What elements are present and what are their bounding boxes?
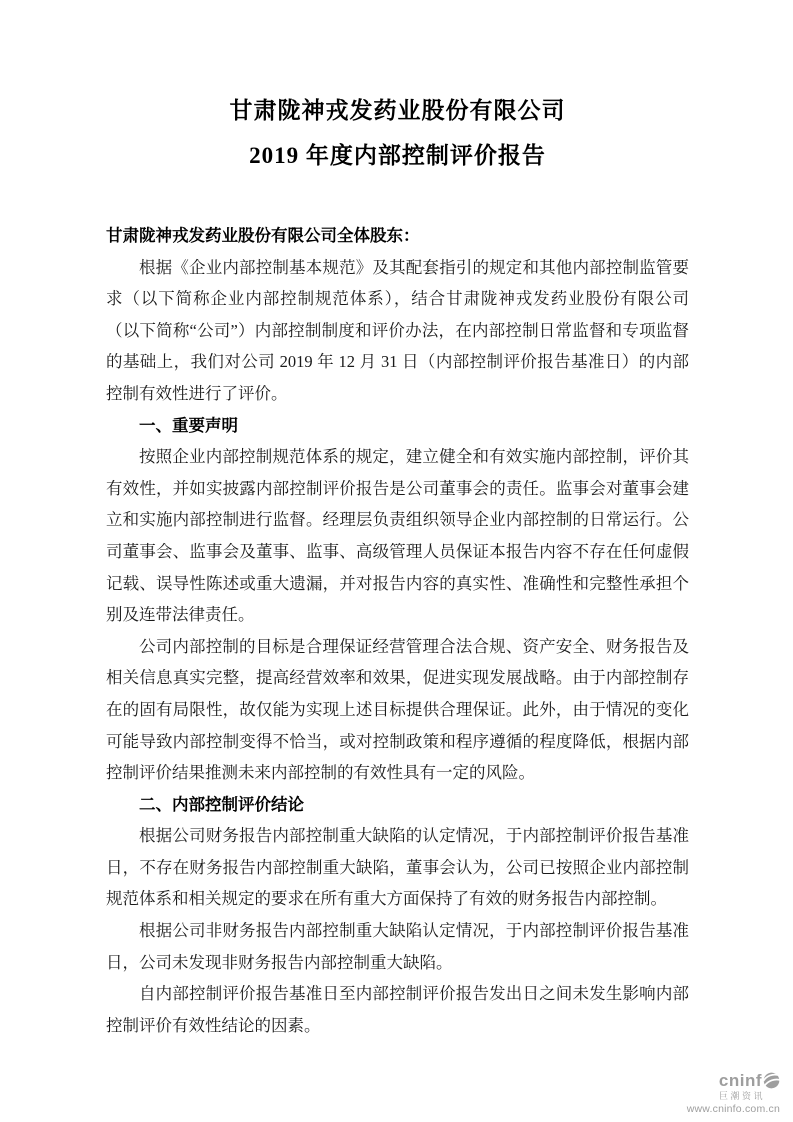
cninfo-url: www.cninfo.com.cn xyxy=(686,1102,780,1115)
section-2-paragraph-2: 根据公司非财务报告内部控制重大缺陷认定情况，于内部控制评价报告基准日，公司未发现非财务报告内部控制重大缺陷。 xyxy=(106,921,689,972)
section-2-paragraph-3: 自内部控制评价报告基准日至内部控制评价报告发出日之间未发生影响内部控制评价有效性结论的因素。 xyxy=(106,984,689,1035)
cninfo-watermark xyxy=(687,1072,780,1115)
section-2-paragraph-1: 根据公司财务报告内部控制重大缺陷的认定情况，于内部控制评价报告基准日，不存在财务报告内部控制重大缺陷，董事会认为，公司已按照企业内部控制规范体系和相关规定的要求在所有重大方面保持了有效的财务报告内部控制。 xyxy=(106,826,689,909)
document-title-line1: 甘肃陇神戎发药业股份有限公司 xyxy=(229,98,566,123)
section-2-heading: 二、内部控制评价结论 xyxy=(139,794,304,814)
cninfo-logo-text: cninf xyxy=(718,1070,762,1090)
section-1-heading: 一、重要声明 xyxy=(139,415,238,435)
document-body xyxy=(106,220,689,1041)
section-1-paragraph-2: 公司内部控制的目标是合理保证经营管理合法合规、资产安全、财务报告及相关信息真实完整，提高经营效率和效果，促进实现发展战略。由于内部控制存在的固有局限性，故仅能为实现上述目标提供合理保证。此外，由于情况的变化可能导致内部控制变得不恰当，或对控制政策和程序遵循的程度降低，根据内部控制评价结果推测未来内部控制的有效性具有一定的风险。 xyxy=(106,636,689,783)
document-title-line2: 2019 年度内部控制评价报告 xyxy=(249,143,546,168)
cninfo-logo-chinese: 巨潮资讯 xyxy=(718,1090,765,1101)
cninfo-logo-row xyxy=(687,1072,780,1089)
section-1-paragraph-1: 按照企业内部控制规范体系的规定，建立健全和有效实施内部控制，评价其有效性，并如实披露内部控制评价报告是公司董事会的责任。监事会对董事会建立和实施内部控制进行监督。经理层负责组织领导企业内部控制的日常运行。公司董事会、监事会及董事、监事、高级管理人员保证本报告内容不存在任何虚假记载、误导性陈述或重大遗漏，并对报告内容的真实性、准确性和完整性承担个别及连带法律责任。 xyxy=(106,447,689,625)
salutation-line: 甘肃陇神戎发药业股份有限公司全体股东： xyxy=(106,226,420,245)
intro-paragraph: 根据《企业内部控制基本规范》及其配套指引的规定和其他内部控制监管要求（以下简称企业内部控制规范体系），结合甘肃陇神戎发药业股份有限公司（以下简称“公司”）内部控制制度和评价办法，在内部控制日常监督和专项监督的基础上，我们对公司 2019 年 12 月 31 日（内部控制评价报告基准日）的内部控制有效性进行了评价。 xyxy=(106,257,689,403)
cninfo-swirl-icon xyxy=(761,1069,782,1090)
